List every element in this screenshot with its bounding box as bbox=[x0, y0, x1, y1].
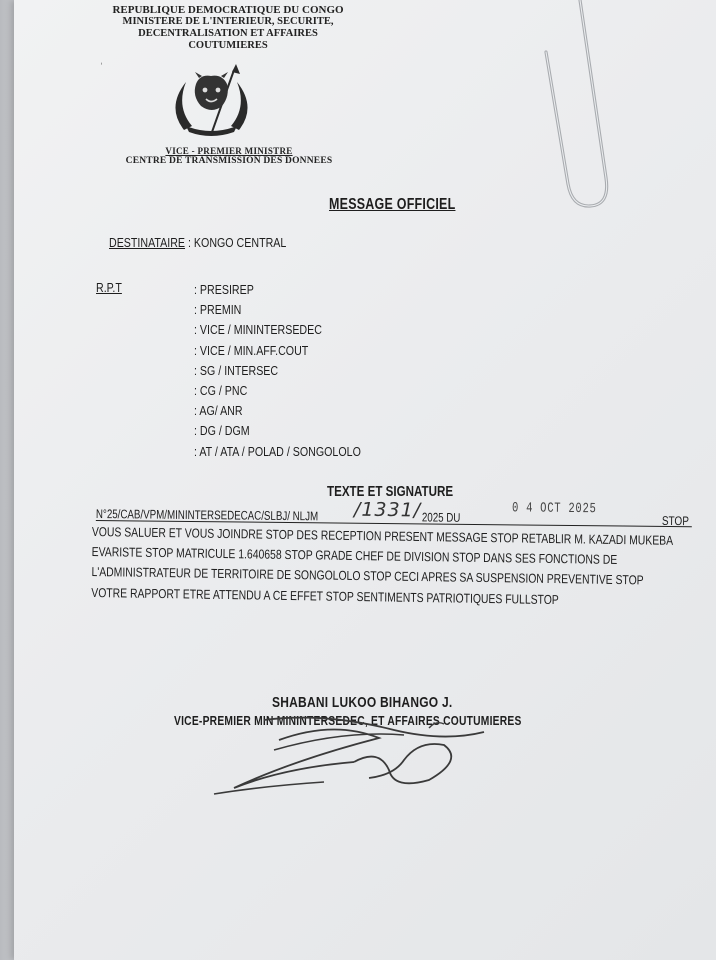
rpt-item: : SG / INTERSEC bbox=[194, 362, 279, 378]
rpt-item: : AT / ATA / POLAD / SONGOLOLO bbox=[194, 443, 361, 459]
date-stamp: 0 4 OCT 2025 bbox=[511, 500, 597, 518]
message-line: VOTRE RAPPORT ETRE ATTENDU A CE EFFET STOP SENTIMENTS PATRIOTIQUES FULLSTOP bbox=[91, 584, 559, 607]
office-block bbox=[124, 146, 334, 166]
message-line: L'ADMINISTRATEUR DE TERRITOIRE DE SONGOLOLO STOP CECI APRES SA SUSPENSION PREVENTIVE STOP bbox=[91, 564, 644, 588]
stray-mark: ˒ bbox=[100, 57, 103, 67]
office-line-1: VICE - PREMIER MINISTRE bbox=[165, 146, 293, 156]
reference-prefix: N°25/CAB/VPM/MININTERSEDECAC/SLBJ/ NLJM bbox=[95, 506, 319, 524]
rpt-item: : DG / DGM bbox=[194, 423, 250, 439]
paperclip-icon bbox=[528, 0, 628, 215]
recipient-line bbox=[109, 235, 286, 250]
reference-number-handwritten: /1331/ bbox=[353, 498, 422, 522]
signatory-name: SHABANI LUKOO BIHANGO J. bbox=[272, 694, 453, 711]
texte-signature-heading: TEXTE ET SIGNATURE bbox=[327, 484, 454, 500]
recipient-value: : KONGO CENTRAL bbox=[187, 235, 287, 250]
reference-year: 2025 DU bbox=[421, 510, 461, 525]
message-body bbox=[91, 522, 692, 612]
rpt-label: R.P.T bbox=[96, 280, 122, 295]
rpt-list bbox=[194, 280, 398, 462]
office-line-2: CENTRE DE TRANSMISSION DES DONNEES bbox=[125, 156, 333, 166]
rpt-item: : VICE / MIN.AFF.COUT bbox=[194, 342, 309, 358]
message-line: VOUS SALUER ET VOUS JOINDRE STOP DES RECEPTION PRESENT MESSAGE STOP RETABLIR M. KAZADI MUKEBA bbox=[91, 523, 674, 548]
rpt-item: : VICE / MININTERSEDEC bbox=[194, 322, 322, 338]
rpt-item: : CG / PNC bbox=[194, 382, 248, 398]
document-title: MESSAGE OFFICIEL bbox=[329, 196, 456, 213]
leopard-coat-of-arms-icon bbox=[164, 62, 259, 137]
letterhead bbox=[98, 4, 358, 52]
message-line: EVARISTE STOP MATRICULE 1.640658 STOP GRADE CHEF DE DIVISION STOP DANS SES FONCTIONS DE bbox=[91, 544, 618, 568]
ministry-line-2: DECENTRALISATION ET AFFAIRES COUTUMIERES bbox=[138, 28, 318, 51]
rpt-item: : PREMIN bbox=[194, 302, 242, 318]
signatory-title: VICE-PREMIER MIN MININTERSEDEC, ET AFFAIRES COUTUMIERES bbox=[174, 713, 522, 728]
republic-name: REPUBLIQUE DEMOCRATIQUE DU CONGO bbox=[112, 4, 344, 16]
rpt-item: : AG/ ANR bbox=[194, 403, 243, 419]
recipient-label: DESTINATAIRE bbox=[109, 235, 186, 250]
handwritten-signature bbox=[204, 690, 504, 800]
reference-stop: STOP bbox=[661, 513, 689, 529]
rpt-item: : PRESIREP bbox=[194, 282, 254, 297]
ministry-line-1: MINISTERE DE L'INTERIEUR, SECURITE, bbox=[122, 16, 334, 27]
